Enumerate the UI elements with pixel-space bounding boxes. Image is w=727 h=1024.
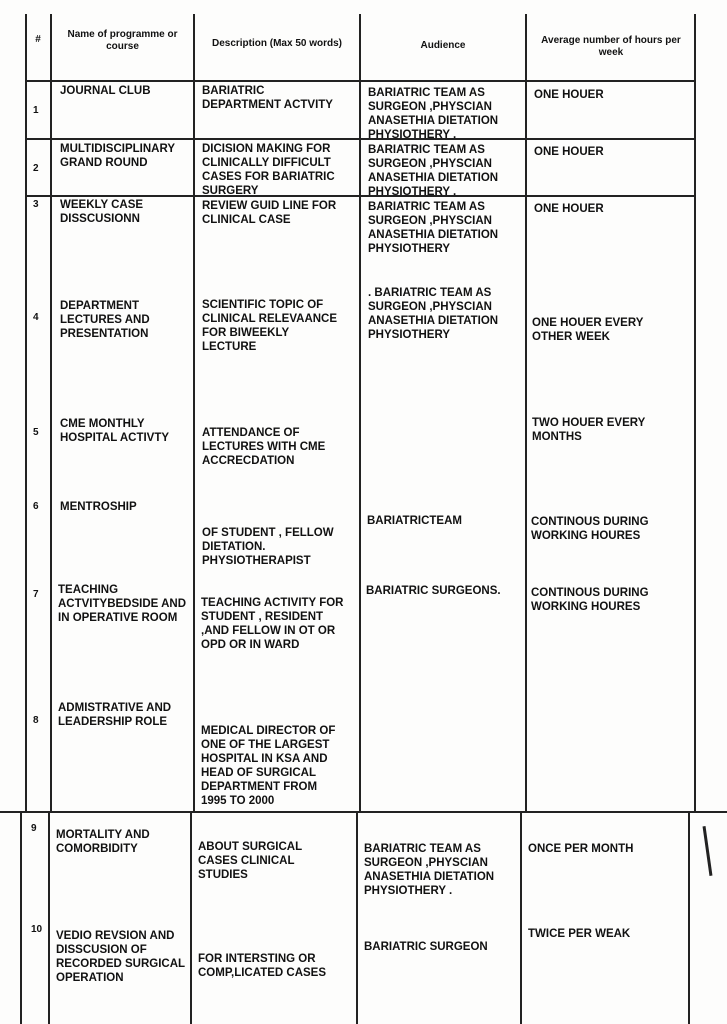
row-number: 4 (33, 312, 39, 323)
programme-name: JOURNAL CLUB (60, 85, 151, 97)
header-audience: Audience (420, 40, 466, 51)
pen-mark (703, 826, 713, 876)
programme-hours: TWO HOUER EVERY MONTHS (532, 417, 646, 443)
table-border-right (688, 812, 690, 1024)
header-number: # (35, 34, 41, 45)
programme-audience: BARIATRIC TEAM AS SURGEON ,PHYSCIAN ANASETHIA DIETATION PHYSIOTHERY . (364, 843, 495, 897)
row-number: 6 (33, 501, 39, 512)
column-divider (525, 14, 527, 812)
programme-description: SCIENTIFIC TOPIC OF CLINICAL RELEVAANCE FOR BIWEEKLY LECTURE (202, 299, 338, 353)
programme-hours: ONE HOUER EVERY OTHER WEEK (532, 317, 644, 343)
programme-name: CME MONTHLY HOSPITAL ACTIVTY (60, 418, 170, 444)
table-border-left (25, 14, 27, 812)
programme-name: DEPARTMENT LECTURES AND PRESENTATION (60, 300, 150, 340)
header-description: Description (Max 50 words) (211, 38, 343, 49)
row-divider (25, 195, 695, 197)
row-number: 5 (33, 427, 39, 438)
programme-description: TEACHING ACTIVITY FOR STUDENT , RESIDENT ,AND FELLOW IN OT OR OPD OR IN WARD (201, 597, 344, 651)
row-divider (0, 811, 727, 813)
programme-name: WEEKLY CASE DISSCUSIONN (60, 199, 144, 225)
programme-name: MENTROSHIP (60, 501, 137, 513)
programme-description: ATTENDANCE OF LECTURES WITH CME ACCRECDATION (202, 427, 326, 467)
programme-audience: BARIATRIC SURGEON (364, 941, 488, 953)
programme-hours: ONCE PER MONTH (528, 843, 634, 855)
programme-hours: CONTINOUS DURING WORKING HOURES (531, 587, 649, 613)
row-number: 1 (33, 105, 39, 116)
programme-audience: BARIATRIC TEAM AS SURGEON ,PHYSCIAN ANASETHIA DIETATION PHYSIOTHERY . (368, 144, 499, 198)
column-divider (48, 812, 50, 1024)
row-number: 3 (33, 199, 39, 210)
programme-description: ABOUT SURGICAL CASES CLINICAL STUDIES (198, 841, 303, 881)
programme-description: BARIATRIC DEPARTMENT ACTVITY (202, 85, 333, 111)
programme-audience: BARIATRIC SURGEONS. (366, 585, 501, 597)
row-number: 10 (31, 924, 43, 935)
programme-description: OF STUDENT , FELLOW DIETATION. PHYSIOTHERAPIST (202, 527, 334, 567)
column-divider (356, 812, 358, 1024)
row-number: 8 (33, 715, 39, 726)
programme-name: MULTIDISCIPLINARY GRAND ROUND (60, 143, 175, 169)
programme-description: FOR INTERSTING OR COMP,LICATED CASES (198, 953, 327, 979)
column-divider (190, 812, 192, 1024)
column-divider (359, 14, 361, 812)
programme-audience: BARIATRIC TEAM AS SURGEON ,PHYSCIAN ANASETHIA DIETATION PHYSIOTHERY (368, 201, 499, 255)
programme-audience: . BARIATRIC TEAM AS SURGEON ,PHYSCIAN ANASETHIA DIETATION PHYSIOTHERY (368, 287, 499, 341)
row-number: 7 (33, 589, 39, 600)
programme-audience: BARIATRICTEAM (367, 515, 462, 527)
programme-hours: TWICE PER WEAK (528, 928, 631, 940)
column-divider (50, 14, 52, 812)
row-number: 2 (33, 163, 39, 174)
row-number: 9 (31, 823, 37, 834)
header-programme-name: Name of programme or course (67, 29, 178, 52)
programme-name: ADMISTRATIVE AND LEADERSHIP ROLE (58, 702, 172, 728)
programme-name: MORTALITY AND COMORBIDITY (56, 829, 150, 855)
programme-hours: CONTINOUS DURING WORKING HOURES (531, 516, 649, 542)
row-divider (25, 80, 695, 82)
table-border-right (694, 14, 696, 812)
programme-name: TEACHING ACTVITYBEDSIDE AND IN OPERATIVE ROOM (58, 584, 186, 624)
programme-description: REVIEW GUID LINE FOR CLINICAL CASE (202, 200, 337, 226)
table-border-left (20, 812, 22, 1024)
programme-name: VEDIO REVSION AND DISSCUSION OF RECORDED SURGICAL OPERATION (56, 930, 186, 984)
row-divider (25, 138, 695, 140)
column-divider (193, 14, 195, 812)
programme-hours: ONE HOUER (534, 146, 604, 158)
programme-audience: BARIATRIC TEAM AS SURGEON ,PHYSCIAN ANASETHIA DIETATION PHYSIOTHERY . (368, 87, 499, 141)
programme-description: MEDICAL DIRECTOR OF ONE OF THE LARGEST HOSPITAL IN KSA AND HEAD OF SURGICAL DEPARTMENT FROM 1995 TO 2000 (201, 725, 336, 807)
column-divider (520, 812, 522, 1024)
programme-hours: ONE HOUER (534, 89, 604, 101)
programme-description: DICISION MAKING FOR CLINICALLY DIFFICULT CASES FOR BARIATRIC SURGERY (202, 143, 335, 197)
programme-hours: ONE HOUER (534, 203, 604, 215)
header-hours: Average number of hours per week (541, 35, 681, 58)
